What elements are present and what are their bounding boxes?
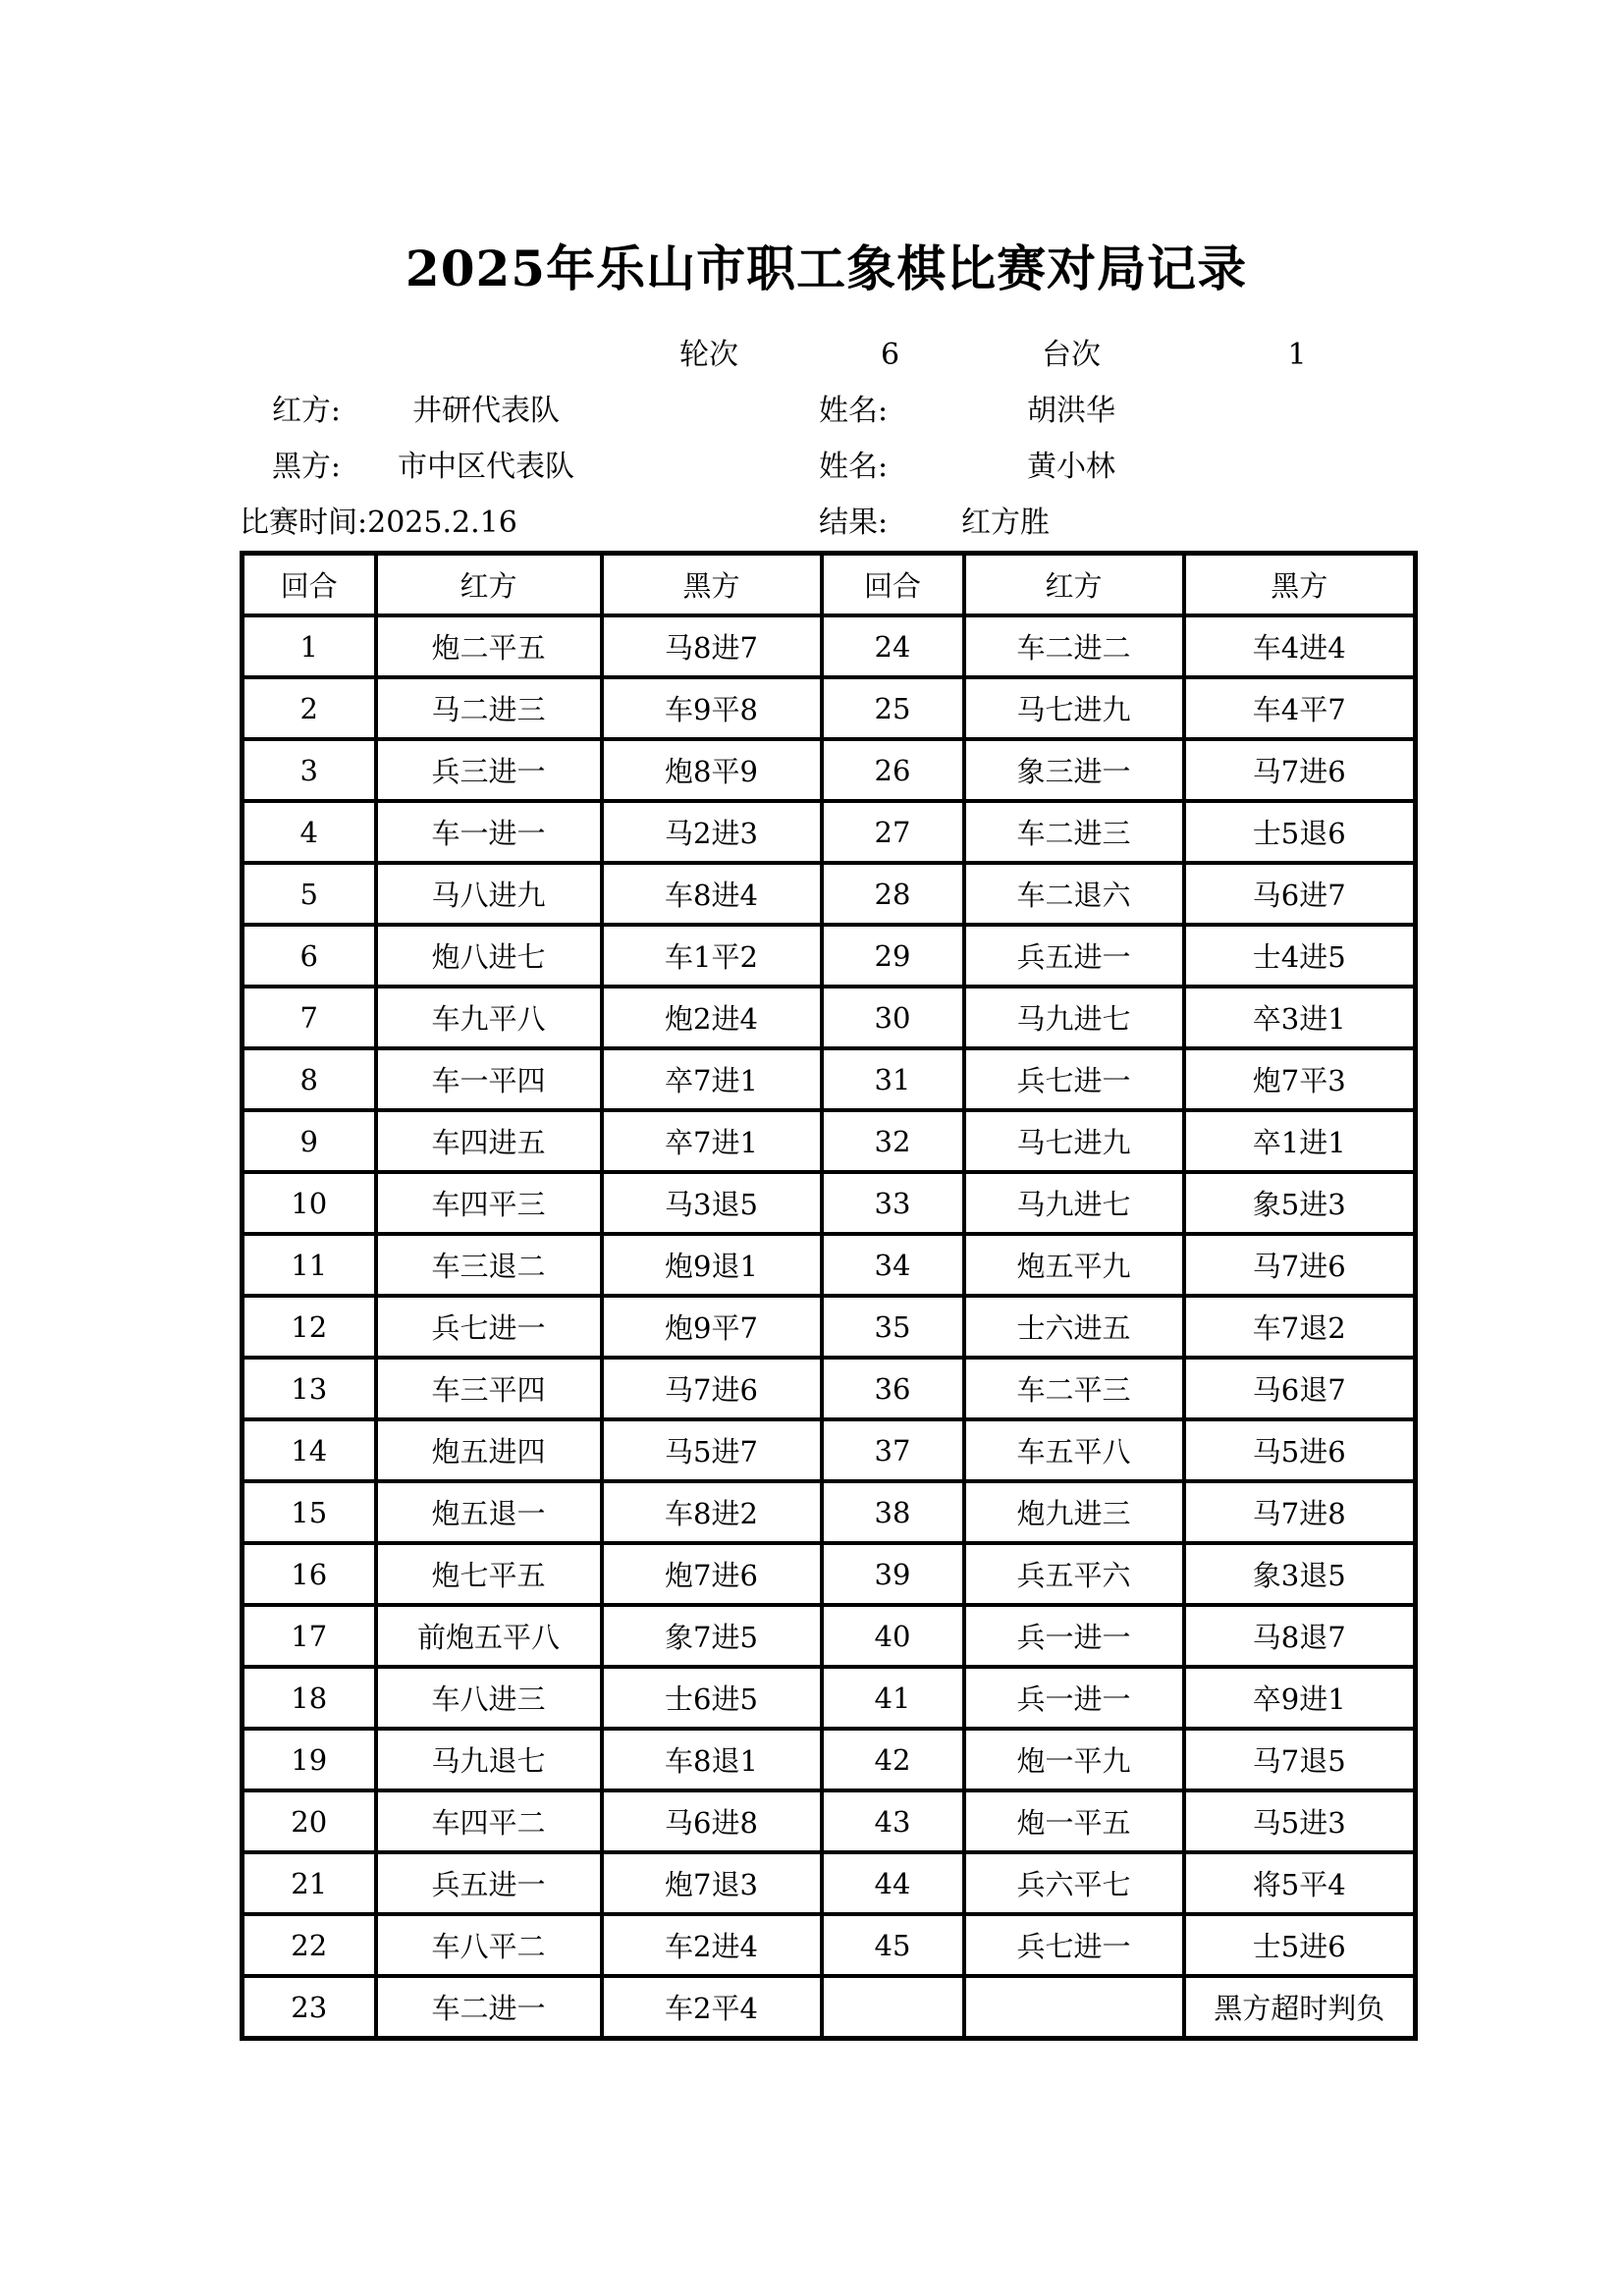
move-row — [243, 1110, 1416, 1172]
red-move-cell: 车八平二 — [376, 1914, 602, 1976]
red-move-cell: 兵六平七 — [964, 1852, 1184, 1914]
red-move-cell: 兵一进一 — [964, 1667, 1184, 1729]
black-move-cell: 马6进8 — [602, 1790, 822, 1852]
red-move-cell: 兵七进一 — [964, 1914, 1184, 1976]
red-move-cell: 兵五进一 — [964, 925, 1184, 987]
round-number-cell: 23 — [243, 1976, 376, 2039]
black-move-cell: 马6进7 — [1184, 863, 1416, 925]
red-move-cell: 炮二平五 — [376, 615, 602, 677]
black-move-cell: 炮7进6 — [602, 1543, 822, 1605]
move-row — [243, 801, 1416, 863]
red-move-cell: 车五平八 — [964, 1419, 1184, 1481]
red-move-cell: 车二平三 — [964, 1358, 1184, 1419]
red-move-cell: 炮八进七 — [376, 925, 602, 987]
round-number-cell: 9 — [243, 1110, 376, 1172]
black-move-cell: 炮2进4 — [602, 987, 822, 1048]
black-move-cell: 车2进4 — [602, 1914, 822, 1976]
move-row — [243, 677, 1416, 739]
round-number-cell: 44 — [822, 1852, 964, 1914]
red-move-cell: 车二进三 — [964, 801, 1184, 863]
black-move-cell: 马5进6 — [1184, 1419, 1416, 1481]
black-move-cell: 士5进6 — [1184, 1914, 1416, 1976]
round-number-cell: 35 — [822, 1296, 964, 1358]
red-move-cell: 兵三进一 — [376, 739, 602, 801]
red-move-cell: 车四平三 — [376, 1172, 602, 1234]
page-title: 2025年乐山市职工象棋比赛对局记录 — [405, 240, 1248, 297]
move-row — [243, 1667, 1416, 1729]
black-move-cell: 士6进5 — [602, 1667, 822, 1729]
red-move-cell: 马九进七 — [964, 1172, 1184, 1234]
black-move-cell: 黑方超时判负 — [1184, 1976, 1416, 2039]
round-number-cell: 18 — [243, 1667, 376, 1729]
moves-table-head — [243, 554, 1416, 616]
move-row — [243, 1976, 1416, 2039]
round-number-cell: 28 — [822, 863, 964, 925]
red-move-cell: 车三平四 — [376, 1358, 602, 1419]
black-move-cell: 马6退7 — [1184, 1358, 1416, 1419]
round-number-cell: 19 — [243, 1729, 376, 1790]
round-number-cell: 1 — [243, 615, 376, 677]
black-move-cell: 炮9退1 — [602, 1234, 822, 1296]
round-number-cell: 39 — [822, 1543, 964, 1605]
black-move-cell: 车9平8 — [602, 677, 822, 739]
black-move-cell: 车7退2 — [1184, 1296, 1416, 1358]
move-row — [243, 1296, 1416, 1358]
red-move-cell: 前炮五平八 — [376, 1605, 602, 1667]
black-move-cell: 马7退5 — [1184, 1729, 1416, 1790]
black-move-cell: 马3退5 — [602, 1172, 822, 1234]
red-move-cell: 马七进九 — [964, 677, 1184, 739]
black-move-cell: 卒1进1 — [1184, 1110, 1416, 1172]
round-number-cell: 38 — [822, 1481, 964, 1543]
red-move-cell: 士六进五 — [964, 1296, 1184, 1358]
move-row — [243, 1790, 1416, 1852]
round-number-cell: 25 — [822, 677, 964, 739]
round-number-cell: 30 — [822, 987, 964, 1048]
round-number-cell: 20 — [243, 1790, 376, 1852]
round-number-cell: 2 — [243, 677, 376, 739]
black-move-cell: 士4进5 — [1184, 925, 1416, 987]
red-move-cell: 马七进九 — [964, 1110, 1184, 1172]
page-content — [240, 239, 1413, 2041]
red-move-cell: 兵五进一 — [376, 1852, 602, 1914]
red-move-cell: 车二进二 — [964, 615, 1184, 677]
black-move-cell: 马7进6 — [1184, 739, 1416, 801]
red-move-cell: 兵一进一 — [964, 1605, 1184, 1667]
move-row — [243, 987, 1416, 1048]
red-move-cell: 车二退六 — [964, 863, 1184, 925]
black-side-label: 黑方: — [271, 450, 342, 484]
red-move-cell: 马二进三 — [376, 677, 602, 739]
black-move-cell: 卒9进1 — [1184, 1667, 1416, 1729]
round-value: 6 — [880, 338, 900, 372]
move-row — [243, 1358, 1416, 1419]
round-number-cell: 5 — [243, 863, 376, 925]
result-value: 红方胜 — [961, 506, 1050, 540]
round-number-cell: 7 — [243, 987, 376, 1048]
move-row — [243, 1914, 1416, 1976]
round-number-cell: 12 — [243, 1296, 376, 1358]
red-move-cell: 炮七平五 — [376, 1543, 602, 1605]
round-number-cell: 13 — [243, 1358, 376, 1419]
black-player-name: 黄小林 — [1027, 450, 1115, 484]
round-number-cell: 32 — [822, 1110, 964, 1172]
round-number-cell: 14 — [243, 1419, 376, 1481]
board-value: 1 — [1287, 338, 1307, 372]
red-move-cell: 炮一平九 — [964, 1729, 1184, 1790]
round-number-cell: 43 — [822, 1790, 964, 1852]
moves-table-body — [243, 615, 1416, 2039]
red-team: 井研代表队 — [412, 394, 560, 428]
move-row — [243, 1048, 1416, 1110]
black-move-cell: 车8进2 — [602, 1481, 822, 1543]
round-number-cell: 45 — [822, 1914, 964, 1976]
move-row — [243, 863, 1416, 925]
match-date-label: 比赛时间: — [240, 506, 368, 540]
move-row — [243, 1234, 1416, 1296]
move-row — [243, 1172, 1416, 1234]
black-player-label: 姓名: — [819, 450, 889, 484]
round-number-cell: 42 — [822, 1729, 964, 1790]
red-move-cell: 兵五平六 — [964, 1543, 1184, 1605]
header-round-right: 回合 — [822, 554, 964, 616]
round-number-cell: 24 — [822, 615, 964, 677]
black-move-cell: 象7进5 — [602, 1605, 822, 1667]
move-row — [243, 615, 1416, 677]
board-label: 台次 — [1042, 338, 1101, 372]
match-info — [240, 327, 1413, 551]
red-move-cell: 炮一平五 — [964, 1790, 1184, 1852]
result-label: 结果: — [819, 506, 889, 540]
move-row — [243, 925, 1416, 987]
round-number-cell: 31 — [822, 1048, 964, 1110]
header-red-left: 红方 — [376, 554, 602, 616]
red-move-cell: 车四进五 — [376, 1110, 602, 1172]
black-move-cell: 马8退7 — [1184, 1605, 1416, 1667]
header-black-right: 黑方 — [1184, 554, 1416, 616]
header-red-right: 红方 — [964, 554, 1184, 616]
black-move-cell: 马7进6 — [602, 1358, 822, 1419]
move-row — [243, 1419, 1416, 1481]
black-move-cell: 卒7进1 — [602, 1110, 822, 1172]
red-move-cell: 车二进一 — [376, 1976, 602, 2039]
black-move-cell: 马5进7 — [602, 1419, 822, 1481]
red-move-cell: 车九平八 — [376, 987, 602, 1048]
red-move-cell: 车三退二 — [376, 1234, 602, 1296]
move-row — [243, 1852, 1416, 1914]
round-number-cell: 40 — [822, 1605, 964, 1667]
red-player-name: 胡洪华 — [1027, 394, 1115, 428]
round-number-cell: 26 — [822, 739, 964, 801]
round-number-cell: 37 — [822, 1419, 964, 1481]
red-side-label: 红方: — [271, 394, 342, 428]
round-number-cell: 41 — [822, 1667, 964, 1729]
header-row — [243, 554, 1416, 616]
move-row — [243, 1481, 1416, 1543]
black-move-cell: 马2进3 — [602, 801, 822, 863]
round-number-cell: 8 — [243, 1048, 376, 1110]
red-move-cell: 马九进七 — [964, 987, 1184, 1048]
red-move-cell: 马八进九 — [376, 863, 602, 925]
black-move-cell: 车4平7 — [1184, 677, 1416, 739]
red-move-cell: 炮五进四 — [376, 1419, 602, 1481]
move-row — [243, 1605, 1416, 1667]
round-number-cell: 29 — [822, 925, 964, 987]
round-number-cell: 15 — [243, 1481, 376, 1543]
match-date — [240, 507, 599, 539]
black-move-cell: 士5退6 — [1184, 801, 1416, 863]
red-move-cell: 炮五退一 — [376, 1481, 602, 1543]
round-number-cell: 21 — [243, 1852, 376, 1914]
black-move-cell: 象5进3 — [1184, 1172, 1416, 1234]
black-move-cell: 炮9平7 — [602, 1296, 822, 1358]
black-move-cell: 车4进4 — [1184, 615, 1416, 677]
red-move-cell: 象三进一 — [964, 739, 1184, 801]
red-move-cell: 兵七进一 — [376, 1296, 602, 1358]
black-move-cell: 炮7退3 — [602, 1852, 822, 1914]
black-move-cell: 马5进3 — [1184, 1790, 1416, 1852]
red-move-cell: 车八进三 — [376, 1667, 602, 1729]
round-number-cell: 27 — [822, 801, 964, 863]
black-move-cell: 车1平2 — [602, 925, 822, 987]
red-move-cell: 马九退七 — [376, 1729, 602, 1790]
black-move-cell: 车2平4 — [602, 1976, 822, 2039]
move-row — [243, 1543, 1416, 1605]
red-move-cell: 车一平四 — [376, 1048, 602, 1110]
round-number-cell: 36 — [822, 1358, 964, 1419]
black-move-cell: 马7进6 — [1184, 1234, 1416, 1296]
header-black-left: 黑方 — [602, 554, 822, 616]
round-number-cell: 10 — [243, 1172, 376, 1234]
round-number-cell: 4 — [243, 801, 376, 863]
move-row — [243, 739, 1416, 801]
black-team: 市中区代表队 — [398, 450, 574, 484]
black-move-cell: 马8进7 — [602, 615, 822, 677]
black-move-cell: 将5平4 — [1184, 1852, 1416, 1914]
black-move-cell: 炮7平3 — [1184, 1048, 1416, 1110]
round-number-cell: 16 — [243, 1543, 376, 1605]
black-move-cell: 车8进4 — [602, 863, 822, 925]
round-number-cell: 6 — [243, 925, 376, 987]
red-move-cell: 炮五平九 — [964, 1234, 1184, 1296]
round-number-cell: 34 — [822, 1234, 964, 1296]
black-move-cell: 象3退5 — [1184, 1543, 1416, 1605]
red-move-cell: 车一进一 — [376, 801, 602, 863]
round-number-cell — [822, 1976, 964, 2039]
round-label: 轮次 — [679, 338, 738, 372]
round-number-cell: 11 — [243, 1234, 376, 1296]
red-player-label: 姓名: — [819, 394, 889, 428]
round-number-cell: 3 — [243, 739, 376, 801]
black-move-cell: 卒7进1 — [602, 1048, 822, 1110]
round-number-cell: 17 — [243, 1605, 376, 1667]
round-number-cell: 33 — [822, 1172, 964, 1234]
match-date-value: 2025.2.16 — [367, 506, 517, 540]
move-row — [243, 1729, 1416, 1790]
black-move-cell: 卒3进1 — [1184, 987, 1416, 1048]
red-move-cell: 兵七进一 — [964, 1048, 1184, 1110]
black-move-cell: 马7进8 — [1184, 1481, 1416, 1543]
red-move-cell: 车四平二 — [376, 1790, 602, 1852]
moves-table — [240, 551, 1418, 2041]
red-move-cell: 炮九进三 — [964, 1481, 1184, 1543]
red-move-cell — [964, 1976, 1184, 2039]
header-round-left: 回合 — [243, 554, 376, 616]
black-move-cell: 车8退1 — [602, 1729, 822, 1790]
black-move-cell: 炮8平9 — [602, 739, 822, 801]
round-number-cell: 22 — [243, 1914, 376, 1976]
